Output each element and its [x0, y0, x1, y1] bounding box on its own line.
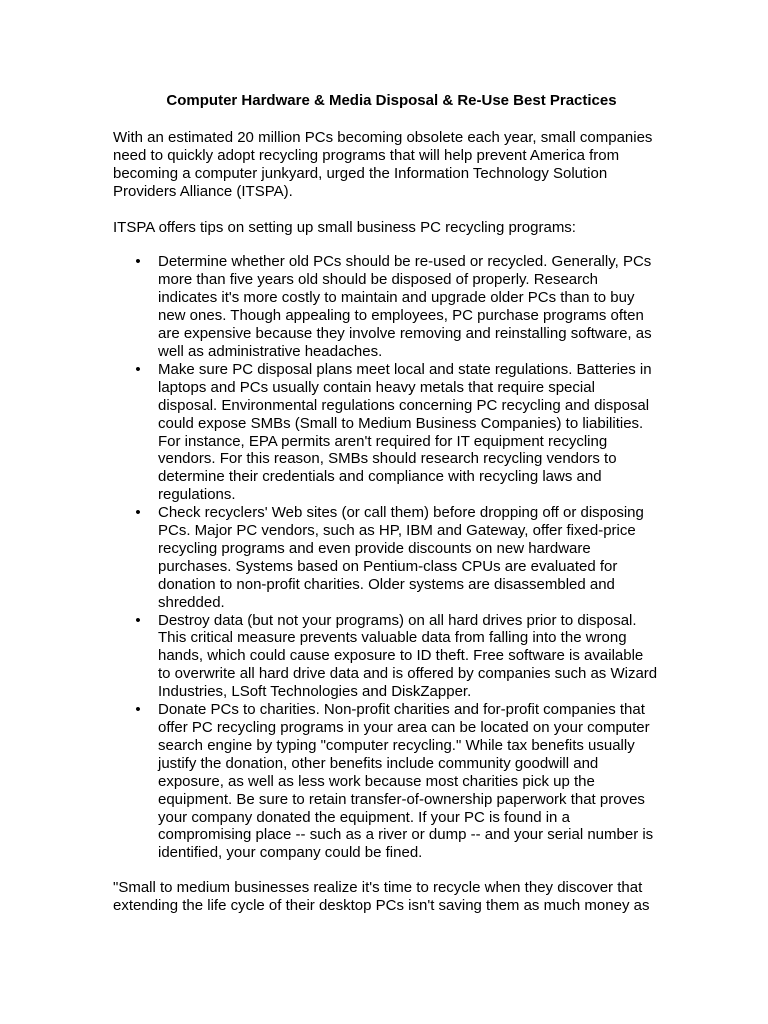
intro-paragraph: With an estimated 20 million PCs becoming obsolete each year, small companies need to quickly adopt recycling programs that will help prevent America from becoming a computer junkyard, urged the Information Technology Solution Providers Alliance (ITSPA). — [113, 128, 653, 200]
tip-text: Make sure PC disposal plans meet local and state regulations. Batteries in laptops and PCs usually contain heavy metals that require special disposal. Environmental regulations concerning PC recycling and disposal could expose SMBs (Small to Medium Business Companies) to liabilities. For instance, EPA permits aren't required for IT equipment recycling vendors. For this reason, SMBs should research recycling vendors to determine their credentials and compliance with recycling laws and regulations. — [158, 360, 652, 504]
list-item — [113, 504, 658, 611]
tip-text: Destroy data (but not your programs) on all hard drives prior to disposal. This critical measure prevents valuable data from falling into the wrong hands, which could cause exposure to ID theft. Free software is available to overwrite all hard drive data and is offered by companies such as Wizard Industries, LSoft Technologies and DiskZapper. — [158, 611, 658, 701]
bullet-icon: • — [135, 611, 141, 629]
bullet-icon: • — [135, 360, 141, 378]
tip-text: Check recyclers' Web sites (or call them) before dropping off or disposing PCs. Major PC vendors, such as HP, IBM and Gateway, offer fixed-price recycling programs and even provide discounts on new hardware purchases. Systems based on Pentium-class CPUs are evaluated for donation to non-profit charities. Older systems are disassembled and shredded. — [158, 504, 644, 611]
tips-lead-paragraph: ITSPA offers tips on setting up small business PC recycling programs: — [113, 218, 576, 236]
list-item — [113, 701, 658, 862]
document-body — [113, 92, 658, 932]
closing-paragraph: "Small to medium businesses realize it's time to recycle when they discover that extending the life cycle of their desktop PCs isn't saving them as much money as — [113, 879, 650, 915]
list-item — [113, 253, 658, 360]
bullet-icon: • — [135, 253, 141, 271]
list-item — [113, 612, 658, 702]
bullet-icon: • — [135, 504, 141, 522]
list-item — [113, 361, 658, 504]
tips-list — [113, 253, 658, 862]
tip-text: Determine whether old PCs should be re-used or recycled. Generally, PCs more than five years old should be disposed of properly. Research indicates it's more costly to maintain and upgrade older PCs than to buy new ones. Though appealing to employees, PC purchase programs often are expensive because they involve removing and reinstalling software, as well as administrative headaches. — [158, 253, 652, 360]
bullet-icon: • — [135, 701, 141, 719]
document-title: Computer Hardware & Media Disposal & Re-Use Best Practices — [166, 92, 617, 109]
tip-text: Donate PCs to charities. Non-profit charities and for-profit companies that offer PC recycling programs in your area can be located on your computer search engine by typing "computer recycling." While tax benefits usually justify the donation, other benefits include community goodwill and exposure, as well as less work because most charities pick up the equipment. Be sure to retain transfer-of-ownership paperwork that proves your company donated the equipment. If your PC is found in a compromising place -- such as a river or dump -- and your serial number is identified, your company could be fined. — [158, 701, 654, 862]
